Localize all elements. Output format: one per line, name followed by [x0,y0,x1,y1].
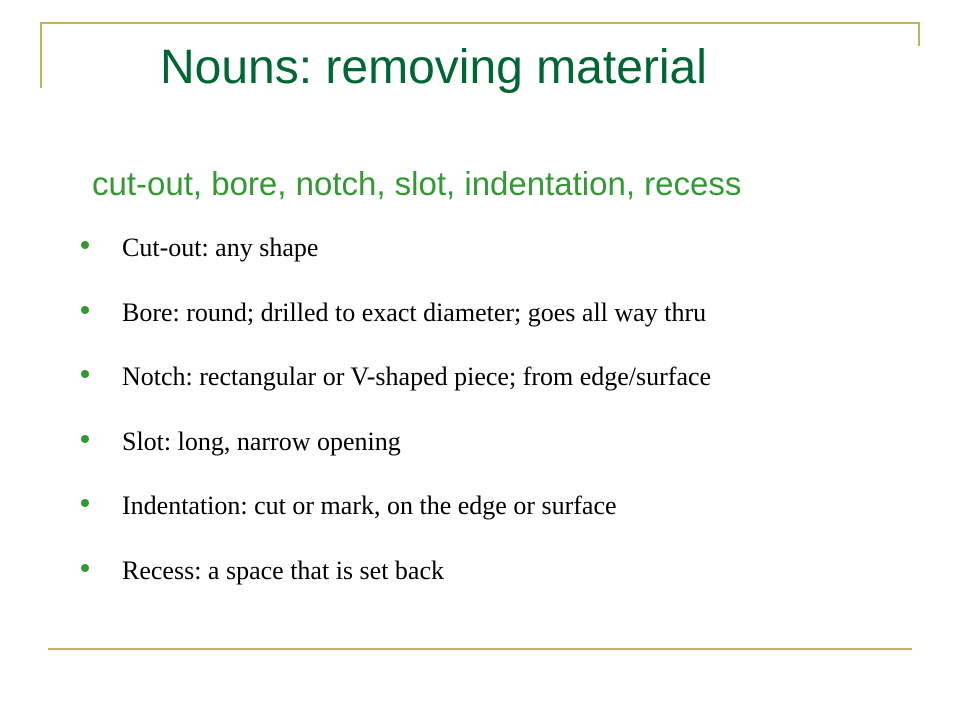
dot-bullet-icon [80,498,90,508]
bullet-text: Slot: long, narrow opening [122,426,401,456]
slide-subtitle: cut-out, bore, notch, slot, indentation, recess [92,165,742,202]
frame-top-line [40,22,920,24]
slide-title: Nouns: removing material [160,41,707,94]
bullet-text: Cut-out: any shape [122,233,319,262]
frame-right-line [918,22,920,46]
dot-bullet-icon [80,563,90,573]
frame-left-line [40,22,42,88]
bullet-text: Recess: a space that is set back [122,555,444,585]
bullet-text: Indentation: cut or mark, on the edge or surface [122,491,617,521]
bullet-text: Notch: rectangular or V-shaped piece; from edge/surface [122,362,712,392]
dot-bullet-icon [80,369,90,379]
dot-bullet-icon [80,305,90,315]
dot-bullet-icon [80,434,90,444]
frame-bottom-line [48,648,912,650]
bullet-text: Bore: round; drilled to exact diameter; goes all way thru [122,297,707,327]
dot-bullet-icon [80,240,90,250]
